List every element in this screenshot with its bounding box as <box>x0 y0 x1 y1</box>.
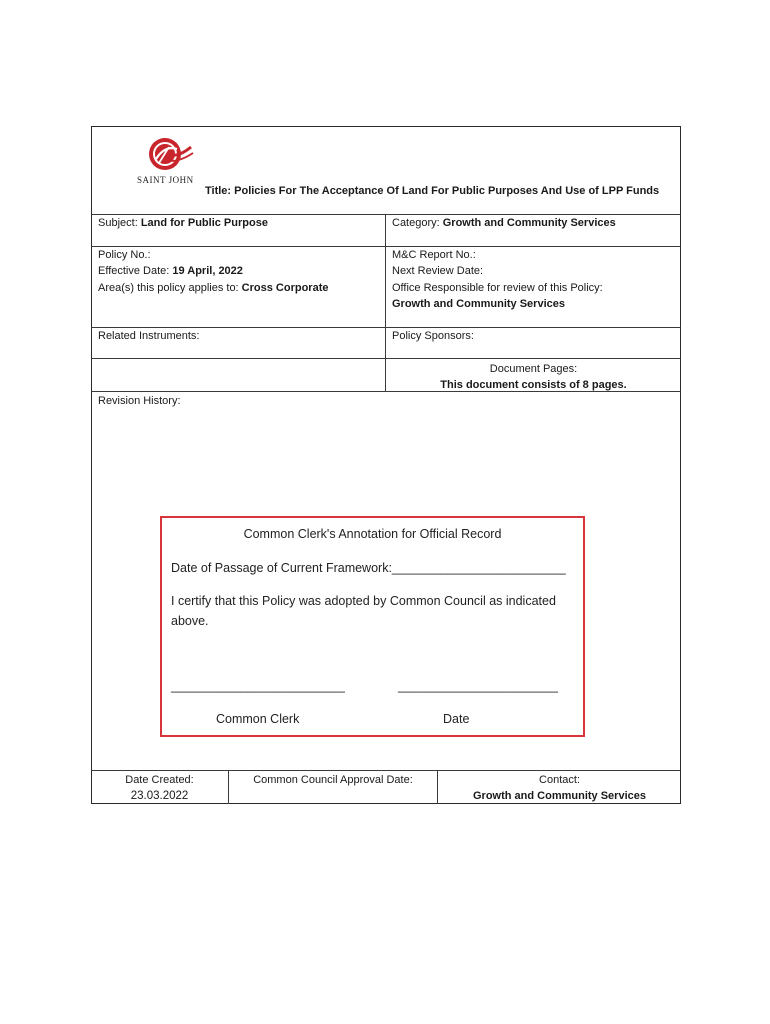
date-label: Date <box>443 712 470 726</box>
document-pages-label: Document Pages: <box>489 363 578 375</box>
areas-value: Cross Corporate <box>241 282 329 294</box>
council-approval-label: Common Council Approval Date: <box>253 774 413 786</box>
areas-field <box>98 281 328 295</box>
effective-date-field <box>98 264 243 278</box>
subject-value: Land for Public Purpose <box>140 217 268 229</box>
saint-john-logo-icon <box>147 135 195 175</box>
contact-label: Contact: <box>539 774 580 786</box>
category-value: Growth and Community Services <box>442 217 616 229</box>
category-label: Category: <box>392 217 443 229</box>
signature-line-clerk: _________________________ <box>171 679 345 693</box>
subject-field <box>98 216 268 230</box>
logo-text: SAINT JOHN <box>137 175 194 185</box>
rule-after-subject <box>91 246 681 247</box>
mc-report-label: M&C Report No.: <box>392 249 476 261</box>
rule-before-footer <box>91 770 681 771</box>
next-review-label: Next Review Date: <box>392 265 484 277</box>
office-responsible-value: Growth and Community Services <box>392 298 565 310</box>
date-created-value: 23.03.2022 <box>130 790 189 802</box>
areas-label: Area(s) this policy applies to: <box>98 282 242 294</box>
page-title: Title: Policies For The Acceptance Of Land For Public Purposes And Use of LPP Funds <box>205 185 660 197</box>
signature-line-date: _______________________ <box>398 679 558 693</box>
subject-label: Subject: <box>98 217 141 229</box>
policy-no-label: Policy No.: <box>98 249 151 261</box>
certify-line-2: above. <box>171 614 209 628</box>
effective-date-label: Effective Date: <box>98 265 173 277</box>
rule-after-related <box>91 358 681 359</box>
date-of-passage-field: Date of Passage of Current Framework:_________________________ <box>171 561 566 575</box>
policy-sponsors-label: Policy Sponsors: <box>392 330 474 342</box>
category-field <box>392 216 616 230</box>
effective-date-value: 19 April, 2022 <box>172 265 243 277</box>
revision-history-label: Revision History: <box>98 395 181 407</box>
contact-value: Growth and Community Services <box>473 790 646 802</box>
office-responsible-label: Office Responsible for review of this Policy: <box>392 282 603 294</box>
clerk-annotation-box <box>160 516 585 737</box>
document-pages-value: This document consists of 8 pages. <box>440 379 627 391</box>
rule-after-title <box>91 214 681 215</box>
date-created-label: Date Created: <box>125 774 194 786</box>
common-clerk-label: Common Clerk <box>216 712 300 726</box>
annotation-heading: Common Clerk's Annotation for Official Record <box>243 527 502 541</box>
certify-line-1: I certify that this Policy was adopted by Common Council as indicated <box>171 594 556 608</box>
related-instruments-label: Related Instruments: <box>98 330 200 342</box>
rule-after-policy-block <box>91 327 681 328</box>
